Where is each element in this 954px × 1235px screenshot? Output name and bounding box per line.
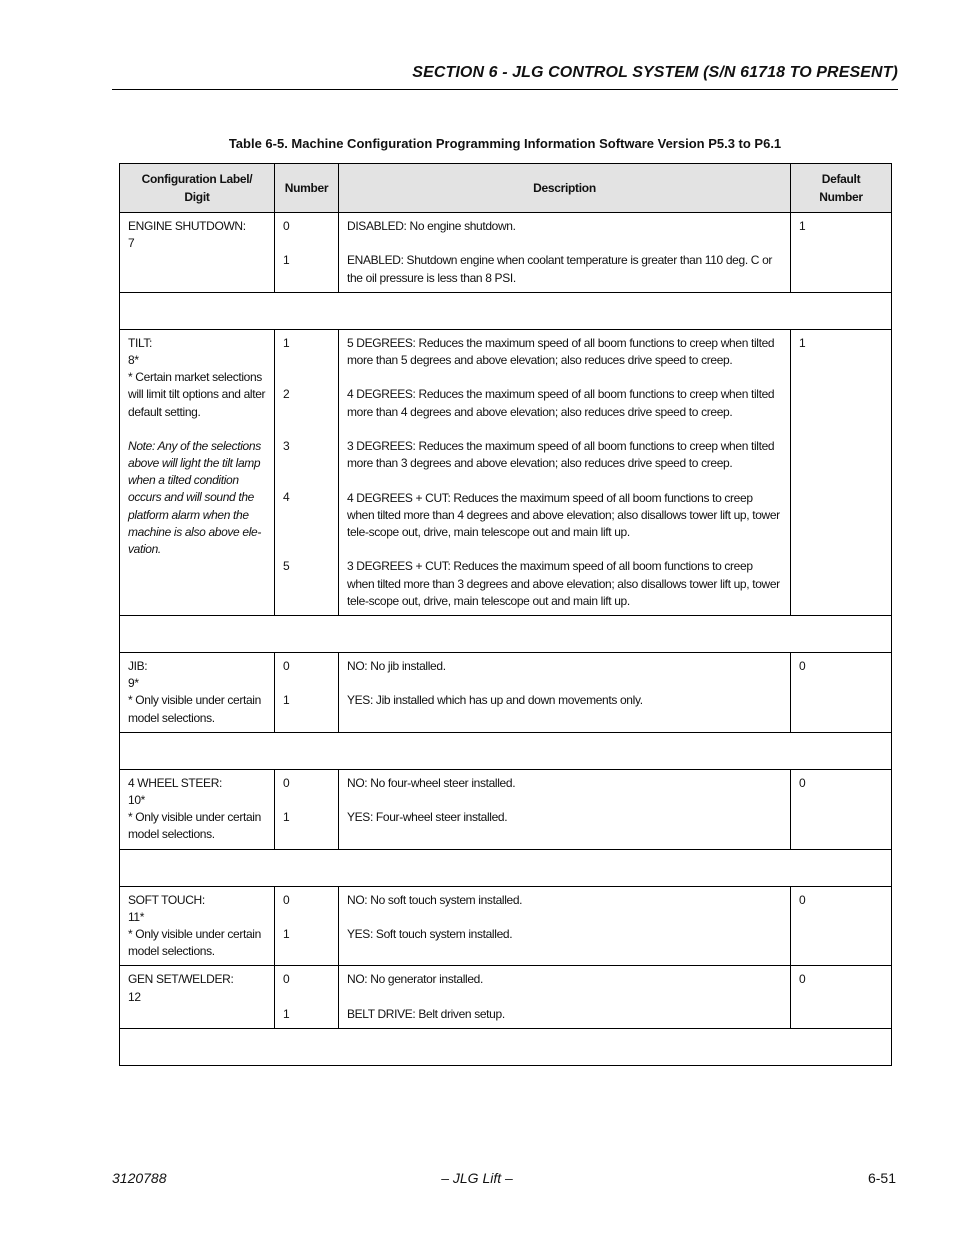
option-number: 0 xyxy=(283,972,290,987)
option-description-cell xyxy=(339,329,791,615)
option-description: YES: Four-wheel steer installed. xyxy=(347,810,508,825)
separator-cell xyxy=(120,732,892,769)
option-description: 5 DEGREES: Reduces the maximum speed of all boom functions to creep when tilted more than 5 degrees and above elevation; also reduces drive speed to creep. xyxy=(347,335,775,367)
option-number-cell xyxy=(275,966,339,1029)
table-row xyxy=(120,769,892,849)
footer-doc-number: 3120788 xyxy=(112,1170,167,1186)
option-description: 3 DEGREES + CUT: Reduces the maximum speed of all boom functions to creep when tilted more than 3 degrees and above elevation; also disallows tower lift up, tower tele-scope out, drive, main telescope out and main lift up. xyxy=(347,559,780,608)
option-number: 1 xyxy=(283,926,290,941)
option-number-cell xyxy=(275,329,339,615)
option-description: ENABLED: Shutdown engine when coolant temperature is greater than 110 deg. C or the oil pressure is less than 8 PSI. xyxy=(347,253,773,285)
option-description: 3 DEGREES: Reduces the maximum speed of all boom functions to creep when tilted more than 3 degrees and above elevation; also reduces drive speed to creep. xyxy=(347,438,775,471)
config-label: TILT: 8* * Certain market selections will limit tilt options and alter default setting. xyxy=(128,335,266,419)
option-number: 1 xyxy=(283,810,290,825)
option-description: YES: Jib installed which has up and down movements only. xyxy=(347,693,643,708)
option-description: BELT DRIVE: Belt driven setup. xyxy=(347,1006,505,1021)
config-label-cell xyxy=(120,769,275,849)
option-number: 4 xyxy=(283,490,290,505)
separator-cell xyxy=(120,1029,892,1066)
option-number: 0 xyxy=(283,892,290,907)
option-number-cell xyxy=(275,652,339,732)
option-description: NO: No soft touch system installed. xyxy=(347,892,523,907)
option-number: 0 xyxy=(283,658,290,673)
config-label-cell xyxy=(120,329,275,615)
separator-row xyxy=(120,615,892,652)
config-label: ENGINE SHUTDOWN: 7 xyxy=(128,219,246,251)
default-number: 1 xyxy=(799,335,806,350)
option-number: 0 xyxy=(283,219,290,233)
table-row xyxy=(120,329,892,615)
table-row xyxy=(120,652,892,732)
config-label-cell xyxy=(120,966,275,1029)
option-number: 0 xyxy=(283,775,290,790)
config-label-cell xyxy=(120,213,275,293)
option-number: 1 xyxy=(283,1006,290,1021)
option-description: DISABLED: No engine shutdown. xyxy=(347,219,516,233)
option-number: 1 xyxy=(283,335,290,350)
default-number: 0 xyxy=(799,658,806,673)
default-number-cell xyxy=(791,652,892,732)
config-note: Note: Any of the selections above will light the tilt lamp when a tilted condition occurs and will sound the platform alarm when the machine is also above ele-vation. xyxy=(128,438,261,557)
option-number-cell xyxy=(275,769,339,849)
col-header-default: Default Number xyxy=(791,164,892,213)
separator-row xyxy=(120,732,892,769)
col-header-description: Description xyxy=(339,164,791,213)
config-label: JIB: 9* * Only visible under certain model selections. xyxy=(128,658,261,725)
option-number: 3 xyxy=(283,438,290,453)
default-number-cell xyxy=(791,329,892,615)
option-description: NO: No four-wheel steer installed. xyxy=(347,775,516,790)
option-description-cell xyxy=(339,652,791,732)
table-row xyxy=(120,966,892,1029)
table-title: Table 6-5. Machine Configuration Programming Information Software Version P5.3 to P6.1 xyxy=(228,136,782,151)
col-header-label: Configuration Label/ Digit xyxy=(120,164,275,213)
table-row xyxy=(120,213,892,293)
config-label-cell xyxy=(120,886,275,966)
option-number-cell xyxy=(275,213,339,293)
section-header: SECTION 6 - JLG CONTROL SYSTEM (S/N 61718 TO PRESENT) xyxy=(412,64,898,81)
separator-cell xyxy=(120,615,892,652)
option-description-cell xyxy=(339,966,791,1029)
configuration-table xyxy=(119,163,892,1066)
option-number: 1 xyxy=(283,253,290,268)
col-header-number: Number xyxy=(275,164,339,213)
default-number: 0 xyxy=(799,972,806,987)
default-number: 0 xyxy=(799,892,806,907)
separator-row xyxy=(120,292,892,329)
table-row xyxy=(120,886,892,966)
default-number-cell xyxy=(791,966,892,1029)
option-description: NO: No jib installed. xyxy=(347,658,446,673)
default-number-cell xyxy=(791,213,892,293)
default-number: 1 xyxy=(799,219,806,233)
table-header-row xyxy=(120,164,892,213)
header-rule xyxy=(112,89,898,90)
option-description-cell xyxy=(339,769,791,849)
option-number-cell xyxy=(275,886,339,966)
config-label: GEN SET/WELDER: 12 xyxy=(128,972,234,1004)
footer-page-number: 6-51 xyxy=(867,1170,896,1186)
config-label: 4 WHEEL STEER: 10* * Only visible under certain model selections. xyxy=(128,775,261,842)
option-description: 4 DEGREES: Reduces the maximum speed of all boom functions to creep when tilted more than 4 degrees and above elevation; also reduces drive speed to creep. xyxy=(347,387,775,419)
option-description-cell xyxy=(339,886,791,966)
footer-center-text: – JLG Lift – xyxy=(441,1170,513,1186)
option-number: 1 xyxy=(283,693,290,708)
separator-cell xyxy=(120,849,892,886)
config-label-cell xyxy=(120,652,275,732)
option-description: 4 DEGREES + CUT: Reduces the maximum speed of all boom functions to creep when tilted more than 4 degrees and above elevation; also disallows tower lift up, tower tele-scope out, drive, main telescope out and main lift up. xyxy=(347,490,780,539)
separator-row xyxy=(120,1029,892,1066)
option-description: NO: No generator installed. xyxy=(347,972,483,987)
option-number: 5 xyxy=(283,559,290,574)
option-description-cell xyxy=(339,213,791,293)
default-number-cell xyxy=(791,886,892,966)
separator-cell xyxy=(120,292,892,329)
default-number-cell xyxy=(791,769,892,849)
option-number: 2 xyxy=(283,387,290,402)
table-body xyxy=(120,213,892,1066)
default-number: 0 xyxy=(799,775,806,790)
config-label: SOFT TOUCH: 11* * Only visible under certain model selections. xyxy=(128,892,261,959)
option-description: YES: Soft touch system installed. xyxy=(347,927,513,941)
separator-row xyxy=(120,849,892,886)
